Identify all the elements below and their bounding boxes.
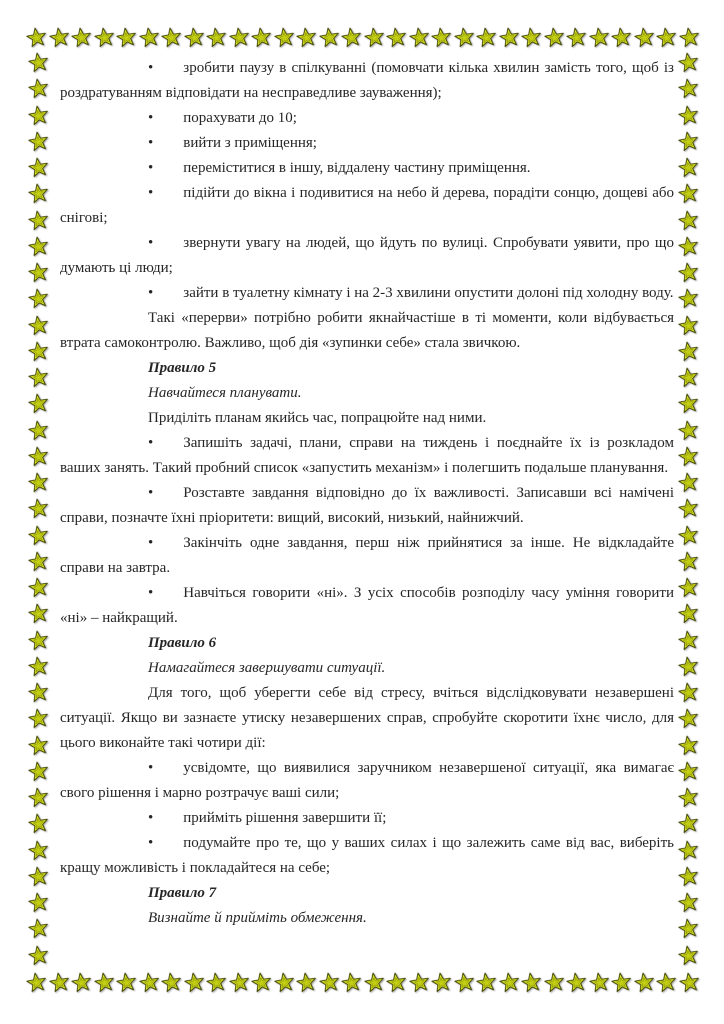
star-icon bbox=[655, 25, 679, 49]
star-icon bbox=[26, 418, 50, 442]
star-icon bbox=[205, 25, 229, 49]
star-icon bbox=[26, 943, 50, 967]
bullet-marker: • bbox=[148, 585, 154, 601]
rule-subtitle: Намагайтеся завершувати ситуації. bbox=[148, 660, 386, 676]
bullet-item bbox=[60, 181, 674, 231]
star-icon bbox=[26, 812, 50, 836]
star-icon bbox=[676, 523, 700, 547]
bullet-text: Розставте завдання відповідно до їх важливості. Записавши всі намічені справи, позначте їхні пріоритети: вищий, високий, низький, найнижчий. bbox=[60, 485, 674, 526]
star-icon bbox=[407, 25, 431, 49]
star-icon bbox=[676, 917, 700, 941]
star-icon bbox=[205, 970, 229, 994]
star-icon bbox=[26, 890, 50, 914]
bullet-text: Закінчіть одне завдання, перш ніж прийнятися за інше. Не відкладайте справи на завтра. bbox=[60, 535, 674, 576]
star-icon bbox=[26, 680, 50, 704]
bullet-marker: • bbox=[148, 135, 154, 151]
star-icon bbox=[26, 365, 50, 389]
bullet-marker: • bbox=[148, 435, 154, 451]
bullet-item bbox=[60, 531, 674, 581]
star-icon bbox=[317, 25, 341, 49]
bullet-text: зробити паузу в спілкуванні (помовчати кілька хвилин замість того, щоб із роздратуванням відповідати на несправедливе зауваження); bbox=[60, 60, 674, 101]
star-icon bbox=[26, 339, 50, 363]
paragraph: Для того, щоб уберегти себе від стресу, вчіться відслідковувати незавершені ситуації. Якщо ви зазнаєте утиску незавершених справ, спробуйте скоротити їхнє число, для цього виконайте такі чотири дії: bbox=[60, 685, 674, 751]
star-icon bbox=[26, 575, 50, 599]
bullet-text: звернути увагу на людей, що йдуть по вулиці. Спробувати уявити, про що думають ці люди; bbox=[60, 235, 674, 276]
star-icon bbox=[587, 25, 611, 49]
star-icon bbox=[26, 444, 50, 468]
star-icon bbox=[340, 25, 364, 49]
star-icon bbox=[677, 970, 701, 994]
bullet-marker: • bbox=[148, 535, 154, 551]
star-icon bbox=[385, 25, 409, 49]
bullet-item bbox=[60, 231, 674, 281]
star-icon bbox=[676, 50, 700, 74]
star-icon bbox=[565, 25, 589, 49]
star-icon bbox=[676, 497, 700, 521]
star-icon bbox=[47, 970, 71, 994]
star-icon bbox=[26, 707, 50, 731]
star-icon bbox=[137, 970, 161, 994]
star-icon bbox=[26, 50, 50, 74]
star-icon bbox=[26, 602, 50, 626]
star-icon bbox=[26, 392, 50, 416]
paragraph: Такі «перерви» потрібно робити якнайчастіше в ті моменти, коли відбувається втрата самоконтролю. Важливо, щоб дія «зупинки себе» стала звичкою. bbox=[60, 310, 674, 351]
bullet-marker: • bbox=[148, 285, 154, 301]
star-border-left bbox=[27, 52, 49, 966]
star-icon bbox=[115, 25, 139, 49]
star-icon bbox=[655, 970, 679, 994]
star-icon bbox=[227, 25, 251, 49]
rule-subtitle: Визнайте й прийміть обмеження. bbox=[148, 910, 367, 926]
star-icon bbox=[26, 733, 50, 757]
star-icon bbox=[70, 25, 94, 49]
bullet-item bbox=[60, 831, 674, 881]
bullet-text: Запишіть задачі, плани, справи на тиждень і поєднайте їх із розкладом ваших занять. Такий пробний список «запустить механізм» і полегшить подальше планування. bbox=[60, 435, 674, 476]
star-icon bbox=[26, 313, 50, 337]
star-icon bbox=[497, 970, 521, 994]
star-icon bbox=[676, 365, 700, 389]
bullet-marker: • bbox=[148, 810, 154, 826]
star-icon bbox=[26, 785, 50, 809]
star-icon bbox=[272, 25, 296, 49]
star-icon bbox=[24, 970, 48, 994]
bullet-item bbox=[60, 281, 674, 306]
star-icon bbox=[676, 575, 700, 599]
star-icon bbox=[676, 785, 700, 809]
star-icon bbox=[26, 208, 50, 232]
star-icon bbox=[295, 970, 319, 994]
star-icon bbox=[676, 392, 700, 416]
star-icon bbox=[676, 733, 700, 757]
bullet-item bbox=[60, 431, 674, 481]
star-icon bbox=[160, 970, 184, 994]
star-icon bbox=[676, 418, 700, 442]
star-icon bbox=[676, 129, 700, 153]
star-icon bbox=[452, 25, 476, 49]
star-icon bbox=[26, 838, 50, 862]
star-icon bbox=[26, 77, 50, 101]
star-icon bbox=[632, 25, 656, 49]
paragraph: Приділіть планам якийсь час, попрацюйте над ними. bbox=[148, 410, 487, 426]
star-icon bbox=[676, 759, 700, 783]
star-icon bbox=[385, 970, 409, 994]
bullet-marker: • bbox=[148, 60, 154, 76]
star-icon bbox=[676, 287, 700, 311]
star-icon bbox=[250, 970, 274, 994]
star-icon bbox=[676, 890, 700, 914]
star-icon bbox=[182, 25, 206, 49]
star-icon bbox=[610, 25, 634, 49]
star-icon bbox=[272, 970, 296, 994]
star-icon bbox=[160, 25, 184, 49]
bullet-marker: • bbox=[148, 835, 154, 851]
bullet-text: підійти до вікна і подивитися на небо й дерева, порадіти сонцю, дощеві або снігові; bbox=[60, 185, 674, 226]
bullet-item bbox=[60, 806, 674, 831]
star-icon bbox=[676, 864, 700, 888]
bullet-item bbox=[60, 156, 674, 181]
star-icon bbox=[497, 25, 521, 49]
star-icon bbox=[542, 970, 566, 994]
star-icon bbox=[26, 155, 50, 179]
star-icon bbox=[92, 25, 116, 49]
bullet-text: порахувати до 10; bbox=[183, 110, 297, 126]
star-icon bbox=[677, 25, 701, 49]
star-icon bbox=[430, 25, 454, 49]
bullet-item bbox=[60, 131, 674, 156]
bullet-text: подумайте про те, що у ваших силах і що залежить саме від вас, виберіть кращу можливість і покладайтеся на себе; bbox=[60, 835, 674, 876]
star-icon bbox=[565, 970, 589, 994]
bullet-marker: • bbox=[148, 760, 154, 776]
bullet-text: усвідомте, що виявилися заручником незавершеної ситуації, яка вимагає свого рішення і марно розтрачує ваші сили; bbox=[60, 760, 674, 801]
star-icon bbox=[26, 260, 50, 284]
bullet-text: зайти в туалетну кімнату і на 2-3 хвилини опустити долоні під холодну воду. bbox=[183, 285, 674, 301]
bullet-marker: • bbox=[148, 485, 154, 501]
rule-heading: Правило 6 bbox=[148, 635, 217, 651]
star-icon bbox=[24, 25, 48, 49]
star-icon bbox=[407, 970, 431, 994]
star-icon bbox=[632, 970, 656, 994]
document-content bbox=[60, 56, 674, 931]
star-icon bbox=[475, 970, 499, 994]
bullet-item bbox=[60, 106, 674, 131]
star-icon bbox=[137, 25, 161, 49]
bullet-marker: • bbox=[148, 185, 154, 201]
star-icon bbox=[452, 970, 476, 994]
star-icon bbox=[26, 287, 50, 311]
bullet-item bbox=[60, 56, 674, 106]
star-icon bbox=[676, 707, 700, 731]
star-icon bbox=[676, 628, 700, 652]
star-icon bbox=[676, 602, 700, 626]
star-icon bbox=[26, 549, 50, 573]
star-icon bbox=[182, 970, 206, 994]
star-icon bbox=[542, 25, 566, 49]
rule-subtitle: Навчайтеся планувати. bbox=[148, 385, 302, 401]
star-icon bbox=[676, 77, 700, 101]
star-icon bbox=[26, 654, 50, 678]
star-icon bbox=[676, 838, 700, 862]
star-icon bbox=[676, 103, 700, 127]
star-icon bbox=[430, 970, 454, 994]
star-icon bbox=[676, 234, 700, 258]
bullet-text: Навчіться говорити «ні». З усіх способів розподілу часу уміння говорити «ні» – найкращий. bbox=[60, 585, 674, 626]
star-icon bbox=[676, 313, 700, 337]
star-icon bbox=[676, 470, 700, 494]
star-icon bbox=[676, 208, 700, 232]
bullet-marker: • bbox=[148, 160, 154, 176]
bullet-text: переміститися в іншу, віддалену частину приміщення. bbox=[183, 160, 531, 176]
star-icon bbox=[26, 129, 50, 153]
star-icon bbox=[676, 812, 700, 836]
star-icon bbox=[26, 628, 50, 652]
star-icon bbox=[26, 523, 50, 547]
star-border-right bbox=[677, 52, 699, 966]
star-icon bbox=[676, 654, 700, 678]
star-icon bbox=[610, 970, 634, 994]
star-icon bbox=[676, 155, 700, 179]
star-border-bottom bbox=[26, 971, 700, 993]
star-icon bbox=[676, 182, 700, 206]
bullet-item bbox=[60, 756, 674, 806]
star-icon bbox=[70, 970, 94, 994]
star-icon bbox=[520, 25, 544, 49]
bullet-item bbox=[60, 481, 674, 531]
star-icon bbox=[26, 470, 50, 494]
star-icon bbox=[676, 444, 700, 468]
rule-heading: Правило 5 bbox=[148, 360, 217, 376]
star-icon bbox=[26, 759, 50, 783]
star-icon bbox=[92, 970, 116, 994]
star-icon bbox=[676, 943, 700, 967]
star-icon bbox=[227, 970, 251, 994]
rule-heading: Правило 7 bbox=[148, 885, 217, 901]
star-icon bbox=[295, 25, 319, 49]
star-icon bbox=[362, 970, 386, 994]
star-icon bbox=[676, 680, 700, 704]
star-icon bbox=[26, 182, 50, 206]
star-icon bbox=[587, 970, 611, 994]
star-icon bbox=[26, 864, 50, 888]
star-icon bbox=[115, 970, 139, 994]
star-icon bbox=[676, 260, 700, 284]
bullet-marker: • bbox=[148, 235, 154, 251]
bullet-item bbox=[60, 581, 674, 631]
bullet-text: вийти з приміщення; bbox=[183, 135, 317, 151]
star-icon bbox=[340, 970, 364, 994]
star-icon bbox=[676, 339, 700, 363]
star-icon bbox=[26, 917, 50, 941]
star-icon bbox=[520, 970, 544, 994]
star-icon bbox=[26, 497, 50, 521]
star-icon bbox=[47, 25, 71, 49]
star-icon bbox=[317, 970, 341, 994]
star-icon bbox=[362, 25, 386, 49]
bullet-marker: • bbox=[148, 110, 154, 126]
star-border-top bbox=[26, 26, 700, 48]
star-icon bbox=[26, 234, 50, 258]
star-icon bbox=[26, 103, 50, 127]
star-icon bbox=[475, 25, 499, 49]
bullet-text: прийміть рішення завершити її; bbox=[183, 810, 387, 826]
star-icon bbox=[676, 549, 700, 573]
star-icon bbox=[250, 25, 274, 49]
